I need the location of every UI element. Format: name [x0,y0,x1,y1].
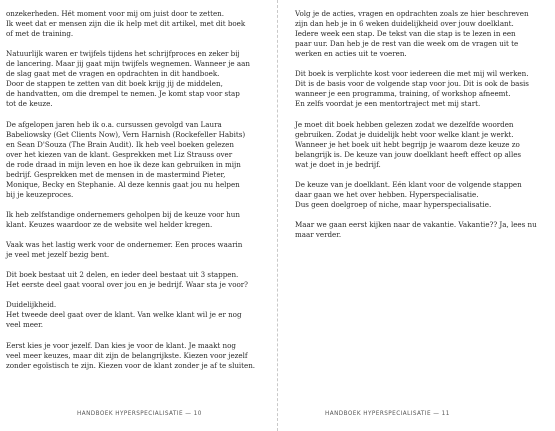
text-line: Natuurlijk waren er twijfels tijdens het schrijfproces en zeker bij [6,49,240,59]
text-line: maar verder. [295,230,342,240]
text-line: tot de keuze. [6,99,53,109]
text-line: bedrijf. Gesprekken met de mensen in de mastermind Pieter, [6,169,226,179]
text-line: zonder egoïstisch te zijn. Kiezen voor de klant zonder je af te sluiten. [6,360,256,370]
text-line: Wanneer je het boek uit hebt begrijp je waarom deze keuze zo [295,139,520,149]
text-line: Het eerste deel gaat vooral over jou en je bedrijf. Waar sta je voor? [6,280,248,290]
text-line: Monique, Becky en Stephanie. Al deze kennis gaat jou nu helpen [6,179,240,189]
text-line: Door de stappen te zetten van dit boek krijg jij de middelen, [6,79,223,89]
left-page-paragraph [6,120,270,200]
text-line: de lancering. Maar jij gaat mijn twijfels wegnemen. Wanneer je aan [6,59,250,69]
right-page [278,0,555,431]
text-line: onzekerheden. Hét moment voor mij om juist door te zetten. [6,9,224,18]
left-page-paragraph [6,300,270,330]
text-line: Dit boek is verplichte kost voor iedereen die met mij wil werken. [295,69,529,79]
right-page-paragraph [295,180,550,210]
text-line: Vaak was het lastig werk voor de ondernemer. Een proces waarin [6,240,243,250]
text-line: wat je doet in je bedrijf. [295,159,381,169]
left-page-body [6,9,270,381]
text-line: paar uur. Dan heb je de rest van die week om de vragen uit te [295,39,519,49]
text-line: of met de training. [6,29,74,39]
text-line: zijn dan heb je in 6 weken duidelijkheid over jouw doelklant. [295,19,514,29]
text-line: over het kiezen van de klant. Gesprekken met Liz Strauss over [6,149,233,159]
left-page-paragraph [6,341,270,371]
text-line: de handvatten, om die drempel te nemen. Je komt stap voor stap [6,89,240,99]
text-line: werken en acties uit te voeren. [295,49,407,59]
text-line: De afgelopen jaren heb ik o.a. cursussen gevolgd van Laura [6,119,222,129]
text-line: klant. Keuzes waardoor ze de website wel helder kregen. [6,219,213,229]
text-line: De keuze van je doelklant. Eén klant voor de volgende stappen [295,179,522,189]
left-page-paragraph [6,49,270,109]
right-page-paragraph [295,69,550,109]
text-line: en Sean D'Souza (The Brain Audit). Ik heb veel boeken gelezen [6,139,234,149]
text-line: gebruiken. Zodat je duidelijk hebt voor welke klant je werkt. [295,129,514,139]
text-line: bij je keuzeproces. [6,189,74,199]
left-page-footer: HANDBOEK HYPERSPECIALISATIE — 10 [77,411,202,417]
left-page-paragraph [6,210,270,230]
text-line: belangrijk is. De keuze van jouw doelklant heeft effect op alles [295,149,522,159]
right-page-paragraph [295,120,550,170]
text-line: Dus geen doelgroep of niche, maar hyperspecialisatie. [295,199,492,209]
text-line: veel meer keuzes, maar dit zijn de belangrijkste. Kiezen voor jezelf [6,350,248,360]
text-line: Babeliowsky (Get Clients Now), Vern Harnish (Rockefeller Habits) [6,129,246,139]
text-line: Ik weet dat er mensen zijn die ik help met dit artikel, met dit boek [6,19,246,29]
text-line: Duidelijkheid. [6,300,57,310]
right-page-footer: HANDBOEK HYPERSPECIALISATIE — 11 [325,411,450,417]
text-line: wanneer je een programma, training, of workshop afneemt. [295,89,511,99]
right-page-paragraph [295,9,550,59]
text-line: Maar we gaan eerst kijken naar de vakantie. Vakantie?? Ja, lees nu [295,219,537,229]
text-line: je veel met jezelf bezig bent. [6,250,110,260]
text-line: de rode draad in mijn leven en hoe ik deze kan gebruiken in mijn [6,159,241,169]
text-line: Iedere week een stap. De tekst van die stap is te lezen in een [295,29,516,39]
text-line: veel meer. [6,320,43,330]
text-line: En zelfs voordat je een mentortraject met mij start. [295,99,481,109]
text-line: daar gaan we het over hebben. Hyperspecialisatie. [295,189,479,199]
right-page-body [295,9,550,250]
text-line: Ik heb zelfstandige ondernemers geholpen bij de keuze voor hun [6,209,240,219]
right-page-paragraph [295,220,550,240]
left-page-paragraph [6,9,270,39]
text-line: Eerst kies je voor jezelf. Dan kies je voor de klant. Je maakt nog [6,340,236,350]
text-line: de slag gaat met de vragen en opdrachten in dit handboek. [6,69,220,79]
left-page [0,0,277,431]
text-line: Dit is de basis voor de volgende stap voor jou. Dit is ook de basis [295,79,529,89]
text-line: Dit boek bestaat uit 2 delen, en ieder deel bestaat uit 3 stappen. [6,270,239,280]
left-page-paragraph [6,240,270,260]
text-line: Volg je de acties, vragen en opdrachten zoals ze hier beschreven [295,9,529,18]
text-line: Je moet dit boek hebben gelezen zodat we dezelfde woorden [295,119,514,129]
left-page-paragraph [6,270,270,290]
text-line: Het tweede deel gaat over de klant. Van welke klant wil je er nog [6,310,242,320]
